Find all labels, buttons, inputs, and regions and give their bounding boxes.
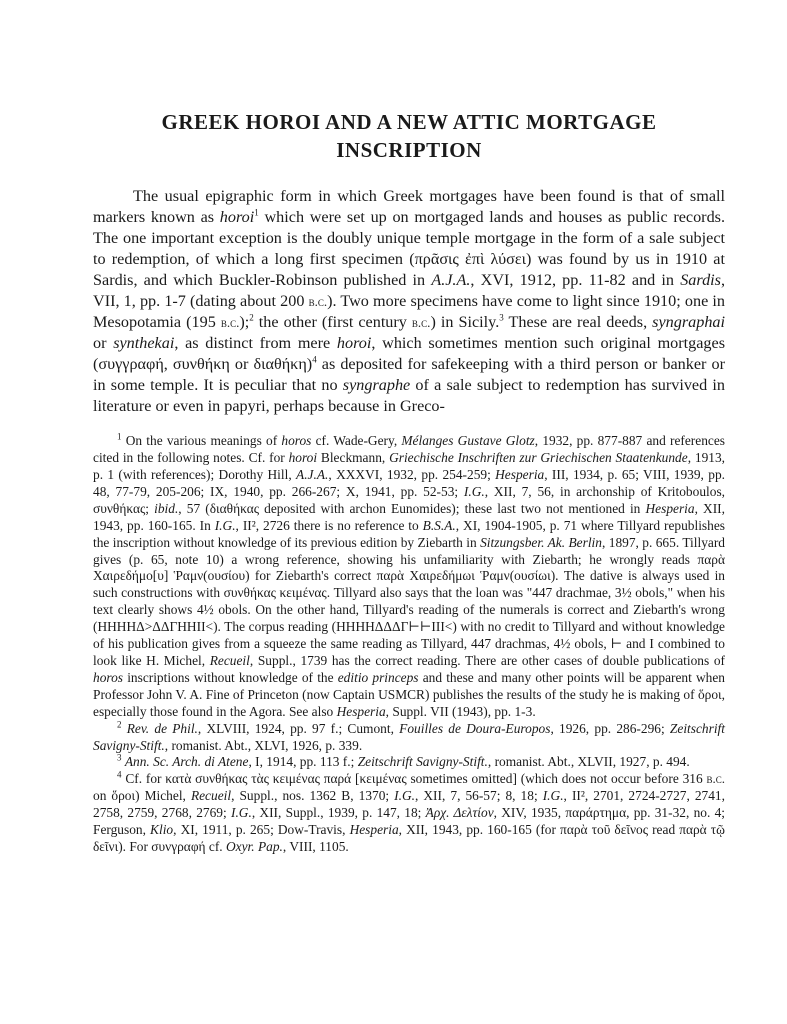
body-text: of a sale subject to redemption has survived in literature or even in papyri, perhaps because in Greco- — [93, 376, 725, 415]
footnote-italic: horos — [281, 433, 312, 449]
footnote-4 — [93, 771, 725, 856]
article-page — [93, 108, 725, 856]
footnote-text: , Suppl., nos. 1362 B, 1370; — [231, 788, 395, 804]
footnote-text: , XI, 1911, p. 265; Dow-Travis, — [173, 822, 350, 838]
footnote-text: , III, 1934, p. 65; VIII, 1939, pp. 48, 77-79, 205-206; IX, 1940, pp. 266-267; X, 1941, pp. 52-53; — [93, 467, 725, 499]
footnote-italic: Hesperia — [645, 500, 695, 516]
footnote-1 — [93, 433, 725, 720]
footnote-italic: Klio — [150, 822, 174, 838]
body-italic: A.J.A. — [431, 271, 471, 289]
title-line-1: GREEK HOROI AND A NEW ATTIC MORTGAGE — [161, 110, 657, 134]
footnote-italic: Sitzungsber. Ak. Berlin — [480, 534, 602, 550]
title-line-2: INSCRIPTION — [336, 138, 482, 162]
footnote-italic: horos — [93, 669, 124, 685]
footnote-text: , 1897, p. 665. Tillyard gives (p. 65, note 10) a wrong reference, showing his unfamiliarity with Ziebarth; he wrongly reads παρὰ Χαιρεδήμο[υ] Ῥαμν(ουσίου) for Ziebarth's correct παρὰ Χαιρεδήμωι Ῥαμν(ουσίωι). The dative is always used in such constructions with συνθήκας κειμένας. Tillyard also says that the loan was "447 drachmae, 3½ obols," when his text clearly shows 4½ obols. On the other hand, Tillyard's reading of the numerals is correct and Ziebarth's wrong (HHHHΔ>ΔΔΓHHII<). The corpus reading (HHHHΔΔΔΓ⊢⊢III<) with no credit to Tillyard and without knowledge of his publication gives from a squeeze the same reading as Tillyard, 447 drachmas, 4½ obols, ⊢ and I combined to look like H. Michel, — [93, 534, 725, 668]
footnote-italic: I.G. — [542, 788, 564, 804]
footnote-italic: I.G. — [394, 788, 415, 804]
footnote-italic: Fouilles de Doura-Europos — [399, 720, 551, 736]
body-text: or — [93, 334, 114, 352]
footnote-text: , 1932, pp. 877-887 and references cited in the following notes. Cf. for — [93, 433, 725, 466]
footnote-text: , XLVIII, 1924, pp. 97 f.; Cumont, — [197, 720, 400, 736]
body-text: , VII, 1, pp. 1-7 (dating about 200 — [93, 271, 726, 310]
body-italic: horoi — [336, 334, 372, 352]
footnote-italic: Oxyr. Pap. — [226, 838, 283, 854]
body-text: the other (first century — [253, 313, 412, 331]
footnote-italic: Griechische Inschriften zur Griechischen Staatenkunde — [389, 450, 688, 466]
footnote-text: , XXXVI, 1932, pp. 254-259; — [328, 467, 496, 482]
footnote-text: , XI, 1904-1905, p. 71 where Tillyard republishes the inscription without knowledge of its previous edition by Ziebarth in — [93, 517, 725, 550]
footnote-text: , XII, 1943, pp. 160-165. In — [93, 500, 725, 533]
footnote-text: on ὅροι) Michel, — [93, 788, 191, 804]
footnote-italic: Zeitschrift Savigny-Stift. — [93, 720, 725, 753]
small-caps: b.c. — [706, 771, 725, 787]
body-text: , which sometimes mention such original mortgages (συγγραφή, συνθήκη or διαθήκη) — [93, 334, 725, 373]
footnote-italic: Hesperia — [495, 467, 545, 482]
footnote-italic: Ἀρχ. Δελτίον — [425, 805, 494, 821]
footnote-text: and these and many other points will be apparent when Professor John V. A. Fine of Princeton (now Captain USMCR) publishes the results of the study he is making of ὅροι, especially those found in the Agora. See also — [93, 669, 726, 719]
body-text: These are real deeds, — [503, 313, 653, 331]
footnote-text: , Suppl., 1739 has the correct reading. There are other cases of double publications of — [249, 652, 725, 668]
footnote-2 — [93, 721, 725, 755]
body-italic: syngraphai — [652, 313, 725, 331]
article-title — [93, 108, 725, 164]
footnote-italic: ibid. — [154, 500, 179, 516]
body-text: , XVI, 1912, pp. 11-82 and in — [470, 271, 681, 289]
footnote-italic: A.J.A. — [296, 467, 329, 482]
footnote-text: , VIII, 1105. — [282, 838, 349, 854]
footnote-ref-1: 1 — [254, 207, 259, 218]
footnote-text: , 57 (διαθήκας deposited with archon Eunomides); these last two not mentioned in — [178, 500, 646, 516]
footnote-number: 1 — [117, 431, 122, 442]
footnote-number: 4 — [117, 769, 122, 780]
body-italic: synthekai — [113, 334, 175, 352]
small-caps: b.c. — [308, 294, 328, 309]
body-text: which were set up on mortgaged lands and houses as public records. The one important exception is the doubly unique temple mortgage in the form of a sale subject to redemption, of which a long first specimen (πρᾶσις ἐπὶ λύσει) was found by us in 1910 at Sardis, and which Buckler-Robinson published in — [93, 208, 726, 289]
footnote-text: , II², 2726 there is no reference to — [235, 517, 423, 533]
footnote-text: , 1926, pp. 286-296; — [550, 720, 670, 736]
body-text: The usual epigraphic form in which Greek mortgages have been found is that of small markers known as — [93, 187, 725, 226]
footnote-italic: Recueil — [190, 788, 232, 804]
footnote-italic: Ann. Sc. Arch. di Atene — [124, 754, 249, 770]
small-caps: b.c. — [411, 315, 431, 330]
footnote-number: 3 — [117, 752, 122, 763]
footnote-text: , 1913, p. 1 (with references); Dorothy Hill, — [93, 450, 725, 482]
body-italic: horoi — [219, 208, 255, 226]
footnote-text: , romanist. Abt., XLVII, 1927, p. 494. — [487, 754, 690, 770]
body-text: ). Two more specimens have come to light since 1910; one in Mesopotamia (195 — [93, 292, 725, 331]
footnote-text: , romanist. Abt., XLVI, 1926, p. 339. — [164, 737, 363, 753]
footnote-italic: Rev. de Phil. — [126, 720, 198, 736]
footnote-italic: editio princeps — [337, 669, 419, 685]
footnote-italic: I.G. — [230, 805, 252, 821]
footnote-text: , XII, 7, 56, in archonship of Kritoboulos, συνθήκας; — [93, 483, 725, 516]
footnote-italic: horoi — [288, 450, 318, 466]
footnote-italic: I.G. — [463, 483, 485, 499]
footnote-number: 2 — [117, 719, 122, 730]
small-caps: b.c. — [220, 315, 240, 330]
footnote-italic: B.S.A. — [422, 517, 456, 533]
footnote-ref-4: 4 — [312, 354, 317, 365]
footnote-text: , Suppl. VII (1943), pp. 1-3. — [385, 703, 536, 719]
footnote-text: , II², 2701, 2724-2727, 2741, 2758, 2759, 2768, 2769; — [93, 788, 725, 821]
footnote-text: inscriptions without knowledge of the — [123, 669, 338, 685]
footnote-ref-3: 3 — [499, 312, 504, 323]
body-text: , as distinct from mere — [174, 334, 337, 352]
footnote-italic: Hesperia — [349, 822, 399, 838]
footnote-text: On the various meanings of — [121, 433, 282, 449]
footnote-ref-2: 2 — [249, 312, 254, 323]
body-italic: Sardis — [680, 271, 721, 289]
footnote-italic: Mélanges Gustave Glotz — [401, 433, 535, 449]
footnote-text: , XII, Suppl., 1939, p. 147, 18; — [251, 805, 426, 821]
footnote-text: , XII, 7, 56-57; 8, 18; — [415, 788, 543, 804]
footnote-italic: Hesperia — [336, 703, 386, 719]
body-italic: syngraphe — [342, 376, 411, 394]
footnote-text: Cf. for κατὰ συνθήκας τὰς κειμένας παρά [κειμένας sometimes omitted] (which does not occur before 316 — [121, 771, 707, 787]
footnotes — [93, 433, 725, 856]
footnote-3 — [93, 754, 725, 771]
footnote-text: cf. Wade-Gery, — [311, 433, 402, 449]
footnote-text: , I, 1914, pp. 113 f.; — [248, 754, 358, 770]
main-paragraph — [93, 186, 725, 417]
footnote-italic: I.G. — [214, 517, 236, 533]
footnote-text: , XIV, 1935, παράρτημα, pp. 31-32, no. 4; Ferguson, — [93, 805, 725, 838]
body-text: as deposited for safekeeping with a third person or banker or in some temple. It is peculiar that no — [93, 355, 725, 394]
body-text: ); — [239, 313, 250, 331]
footnote-italic: Recueil — [209, 652, 250, 668]
body-text: ) in Sicily. — [430, 313, 500, 331]
footnote-italic: Zeitschrift Savigny-Stift. — [357, 754, 488, 770]
footnote-text: Bleckmann, — [317, 450, 390, 466]
footnote-text: , XII, 1943, pp. 160-165 (for παρὰ τοῦ δεῖνος read παρὰ τῷ δεῖνι). For συνγραφή cf. — [93, 822, 725, 854]
